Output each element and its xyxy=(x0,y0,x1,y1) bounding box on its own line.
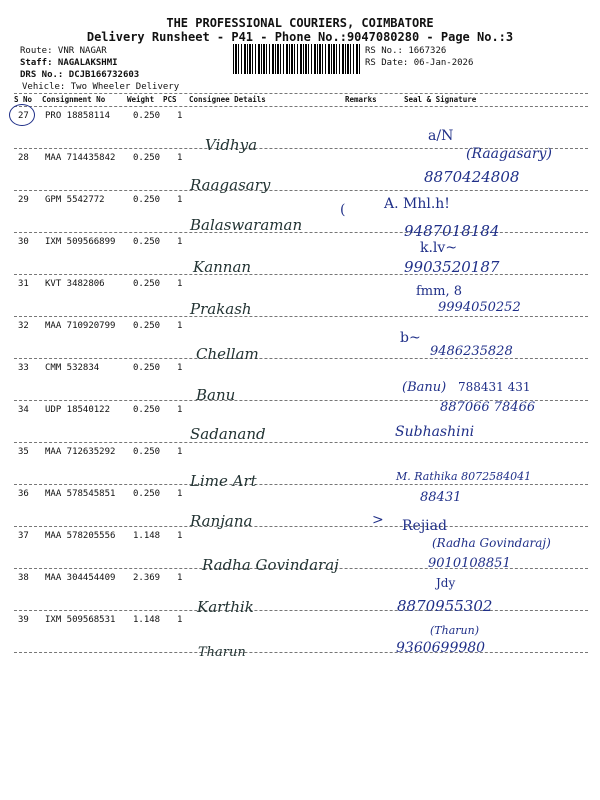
row-weight: 0.250 xyxy=(133,489,161,499)
row-pcs: 1 xyxy=(177,447,183,457)
row-consignment-no: MAA 712635292 xyxy=(45,447,116,457)
row-pcs: 1 xyxy=(177,531,183,541)
row-separator xyxy=(14,610,588,611)
row-sno: 39 xyxy=(18,615,29,625)
row-separator xyxy=(14,316,588,317)
name-lime-art: Lime Art xyxy=(190,472,257,490)
row-weight: 1.148 xyxy=(133,531,161,541)
col-pcs: PCS xyxy=(163,95,177,104)
row-separator xyxy=(14,274,588,275)
sig-phone-4: 9994050252 xyxy=(438,300,521,315)
row-pcs: 1 xyxy=(177,111,183,121)
drs-number xyxy=(20,70,139,80)
name-ranjana: Ranjana xyxy=(190,512,253,530)
row-sno: 35 xyxy=(18,447,29,457)
sig-phone-1: 8870424808 xyxy=(424,168,520,186)
name-radha-govindaraj: Radha Govindaraj xyxy=(202,556,339,574)
row-pcs: 1 xyxy=(177,405,183,415)
signature-scribble: A. Mhl.h! xyxy=(384,196,450,212)
company-title: THE PROFESSIONAL COURIERS, COIMBATORE xyxy=(166,16,434,30)
row-weight: 2.369 xyxy=(133,573,161,583)
row-consignment-no: MAA 578205556 xyxy=(45,531,116,541)
row-separator xyxy=(14,652,588,653)
row-weight: 0.250 xyxy=(133,195,161,205)
sig-banu: (Banu) xyxy=(402,380,447,395)
row-separator xyxy=(14,484,588,485)
col-remarks: Remarks xyxy=(345,95,377,104)
row-sno: 33 xyxy=(18,363,29,373)
row-consignment-no: GPM 5542772 xyxy=(45,195,105,205)
sig-raagasary: (Raagasary) xyxy=(466,146,552,162)
signature-scribble: 788431 431 xyxy=(458,380,531,394)
header-top-rule xyxy=(14,93,588,94)
row-pcs: 1 xyxy=(177,153,183,163)
row-pcs: 1 xyxy=(177,321,183,331)
row-consignment-no: MAA 578545851 xyxy=(45,489,116,499)
row-consignment-no: MAA 710920799 xyxy=(45,321,116,331)
sig-phone-5: 9486235828 xyxy=(430,344,513,359)
row-sno: 38 xyxy=(18,573,29,583)
name-banu: Banu xyxy=(196,386,236,404)
sig-tharun: (Tharun) xyxy=(430,624,479,637)
row-consignment-no: MAA 714435842 xyxy=(45,153,116,163)
row-consignment-no: PRO 18858114 xyxy=(45,111,111,121)
name-prakash: Prakash xyxy=(190,300,252,318)
row-sno: 34 xyxy=(18,405,29,415)
row-separator xyxy=(14,190,588,191)
signature-scribble: k.lv~ xyxy=(420,240,458,256)
runsheet-title: Delivery Runsheet - P41 - Phone No.:9047080280 - Page No.:3 xyxy=(86,30,514,44)
drs-value: DCJB166732603 xyxy=(68,70,140,80)
row-sno: 27 xyxy=(18,111,29,121)
col-weight: Weight xyxy=(127,95,155,104)
sig-phone-8: 8870955302 xyxy=(397,597,493,615)
row-consignment-no: CMM 532834 xyxy=(45,363,100,373)
vehicle-text: Vehicle: Two Wheeler Delivery xyxy=(22,82,180,92)
drs-label: DRS No.: xyxy=(20,70,64,80)
signature-scribble: b~ xyxy=(400,330,421,346)
route-text: Route: VNR NAGAR xyxy=(20,46,107,56)
sig-phone-3: 9903520187 xyxy=(404,258,500,276)
sig-radha-govindaraj: (Radha Govindaraj) xyxy=(432,536,551,550)
row-consignment-no: UDP 18540122 xyxy=(45,405,111,415)
row-sno: 37 xyxy=(18,531,29,541)
row-separator xyxy=(14,442,588,443)
tick-mark: > xyxy=(372,512,384,528)
sig-phone-6: 887066 78466 xyxy=(440,400,536,415)
row-weight: 0.250 xyxy=(133,363,161,373)
row-sno: 31 xyxy=(18,279,29,289)
row-sno: 32 xyxy=(18,321,29,331)
col-sno: S No xyxy=(14,95,33,104)
sig-phone-2: 9487018184 xyxy=(404,222,500,240)
row-weight: 0.250 xyxy=(133,111,161,121)
sig-rathika: M. Rathika 8072584041 xyxy=(396,470,532,483)
row-pcs: 1 xyxy=(177,195,183,205)
col-consignment: Consignment No xyxy=(42,95,106,104)
row-pcs: 1 xyxy=(177,489,183,499)
row-weight: 0.250 xyxy=(133,237,161,247)
row-27-circle-mark xyxy=(9,104,35,126)
signature-scribble: Rejiad xyxy=(402,518,447,534)
col-seal-signature: Seal & Signature xyxy=(404,95,477,104)
row-sno: 28 xyxy=(18,153,29,163)
rs-date: RS Date: 06-Jan-2026 xyxy=(365,58,474,68)
name-sadanand: Sadanand xyxy=(190,425,266,443)
row-pcs: 1 xyxy=(177,237,183,247)
row-weight: 0.250 xyxy=(133,447,161,457)
header-bottom-rule xyxy=(14,106,588,107)
signature-scribble: Jdy xyxy=(436,576,456,590)
row-weight: 0.250 xyxy=(133,153,161,163)
rs-number: RS No.: 1667326 xyxy=(365,46,447,56)
bracket-mark: ( xyxy=(340,202,346,218)
row-consignment-no: MAA 304454409 xyxy=(45,573,116,583)
row-consignment-no: IXM 509568531 xyxy=(45,615,116,625)
row-sno: 36 xyxy=(18,489,29,499)
staff-text: Staff: NAGALAKSHMI xyxy=(20,58,118,68)
row-sno: 30 xyxy=(18,237,29,247)
row-consignment-no: IXM 509566899 xyxy=(45,237,116,247)
row-pcs: 1 xyxy=(177,363,183,373)
sig-88431: 88431 xyxy=(420,490,462,505)
row-weight: 1.148 xyxy=(133,615,161,625)
row-weight: 0.250 xyxy=(133,279,161,289)
name-kannan: Kannan xyxy=(193,258,252,276)
name-tharun: Tharun xyxy=(198,645,246,660)
signature-scribble: fmm, 8 xyxy=(416,284,463,299)
name-karthik: Karthik xyxy=(197,598,254,616)
sig-subhashini: Subhashini xyxy=(395,424,475,440)
barcode xyxy=(233,44,361,74)
name-vidhya: Vidhya xyxy=(205,136,258,154)
row-sno: 29 xyxy=(18,195,29,205)
row-separator xyxy=(14,526,588,527)
row-weight: 0.250 xyxy=(133,321,161,331)
row-pcs: 1 xyxy=(177,279,183,289)
sig-phone-7: 9010108851 xyxy=(428,556,511,571)
signature-scribble: a/N xyxy=(428,128,454,144)
row-consignment-no: KVT 3482806 xyxy=(45,279,105,289)
col-consignee: Consignee Details xyxy=(189,95,266,104)
name-raagasary: Raagasary xyxy=(190,176,271,194)
row-pcs: 1 xyxy=(177,615,183,625)
sig-phone-9: 9360699980 xyxy=(396,640,486,656)
name-balaswaraman: Balaswaraman xyxy=(190,216,303,234)
row-pcs: 1 xyxy=(177,573,183,583)
row-weight: 0.250 xyxy=(133,405,161,415)
name-chellam: Chellam xyxy=(196,345,259,363)
